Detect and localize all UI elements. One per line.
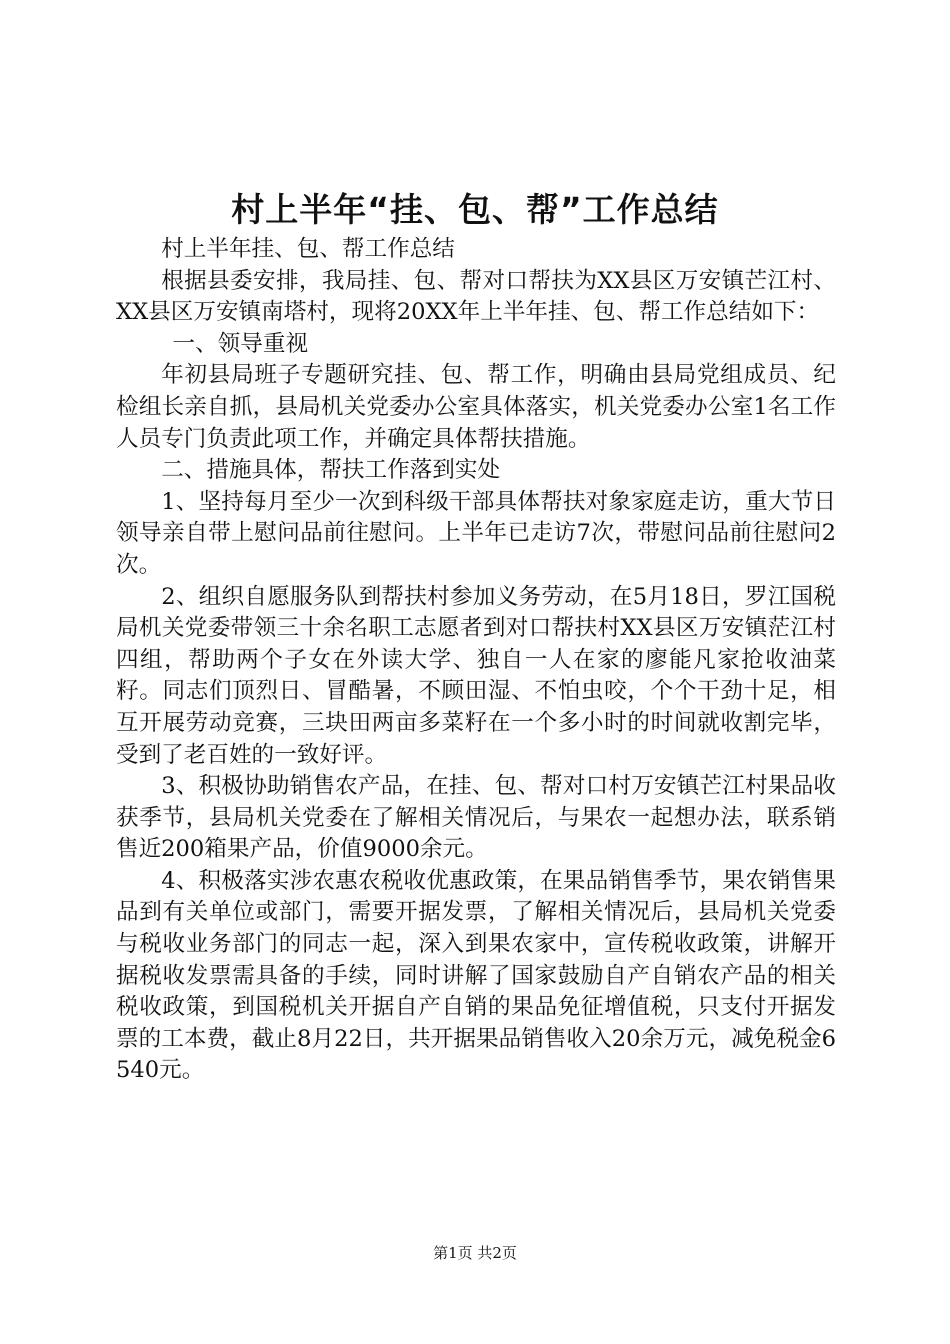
subtitle-paragraph: 村上半年挂、包、帮工作总结 [161, 236, 455, 262]
measure-paragraph-4: 4、积极落实涉农惠农税收优惠政策，在果品销售季节，果农销售果品到有关单位或部门，需要开据发票，了解相关情况后，县局机关党委与税收业务部门的同志一起，深入到果农家中，宣传税收政策，讲解开据税收发票需具备的手续，同时讲解了国家鼓励自产自销农产品的相关税收政策，到国税机关开据自产自销的果品免征增值税，只支付开据发票的工本费，截止8月22日，共开据果品销售收入20余万元，减免税金6540元。 [116, 867, 836, 1084]
intro-paragraph: 根据县委安排，我局挂、包、帮对口帮扶为XX县区万安镇芒江村、XX县区万安镇南塔村，现将20XX年上半年挂、包、帮工作总结如下： [116, 267, 836, 326]
measure-paragraph-3: 3、积极协助销售农产品，在挂、包、帮对口村万安镇芒江村果品收获季节，县局机关党委在了解相关情况后，与果农一起想办法，联系销售近200箱果产品，价值9000余元。 [116, 773, 836, 863]
section-heading-leadership: 一、领导重视 [172, 330, 309, 357]
section-heading-measures: 二、措施具体，帮扶工作落到实处 [161, 457, 501, 484]
leadership-paragraph: 年初县局班子专题研究挂、包、帮工作，明确由县局党组成员、纪检组长亲自抓，县局机关党委办公室具体落实，机关党委办公室1名工作人员专门负责此项工作，并确定具体帮扶措施。 [116, 362, 836, 452]
page-number-footer: 第1页 共2页 [433, 1244, 517, 1262]
measure-paragraph-2: 2、组织自愿服务队到帮扶村参加义务劳动，在5月18日，罗江国税局机关党委带领三十余名职工志愿者到对口帮扶村XX县区万安镇茫江村四组，帮助两个子女在外读大学、独自一人在家的廖能凡家抢收油菜籽。同志们顶烈日、冒酷暑，不顾田湿、不怕虫咬，个个干劲十足，相互开展劳动竞赛，三块田两亩多菜籽在一个多小时的时间就收割完毕，受到了老百姓的一致好评。 [116, 583, 836, 768]
measure-paragraph-1: 1、坚持每月至少一次到科级干部具体帮扶对象家庭走访，重大节日领导亲自带上慰问品前往慰问。上半年已走访7次，带慰问品前往慰问2次。 [116, 488, 836, 578]
document-title: 村上半年“挂、包、帮”工作总结 [231, 190, 719, 229]
document-body [116, 234, 836, 1087]
